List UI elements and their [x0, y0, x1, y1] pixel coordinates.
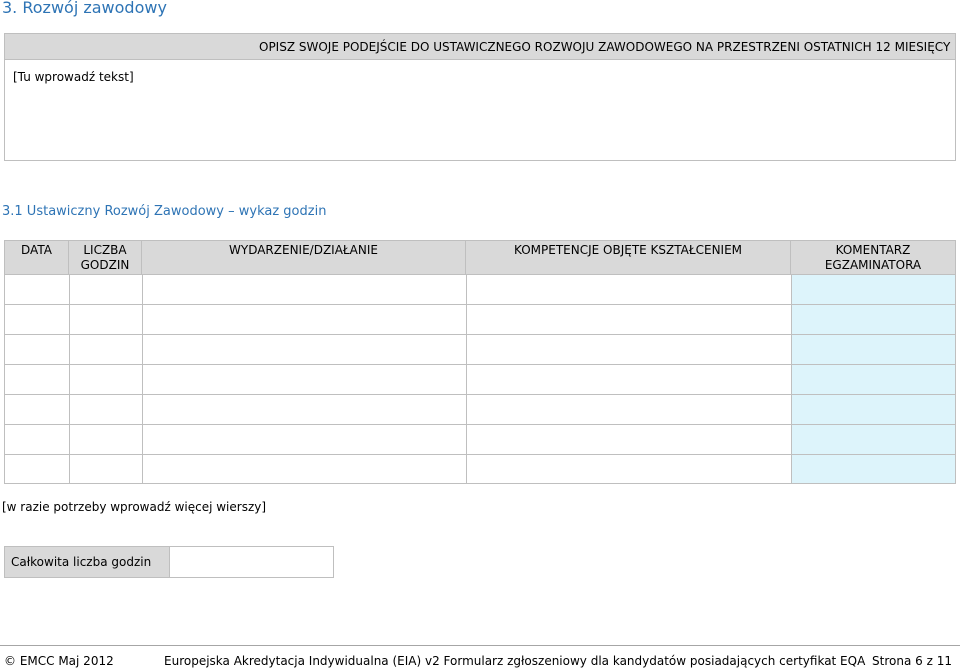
description-box[interactable] [4, 33, 956, 161]
column-divider [142, 274, 143, 483]
total-hours-label: Całkowita liczba godzin [5, 547, 170, 577]
hours-table [4, 240, 956, 484]
table-row[interactable] [5, 304, 955, 305]
column-header-comment: KOMENTARZ EGZAMINATORA [791, 241, 955, 274]
footer-divider [0, 645, 960, 646]
table-row[interactable] [5, 334, 955, 335]
table-row[interactable] [5, 364, 955, 365]
footer-document-title: Europejska Akredytacja Indywidualna (EIA) v2 Formularz zgłoszeniowy dla kandydatów posiadających certyfikat EQA [164, 654, 866, 668]
table-row[interactable] [5, 394, 955, 395]
table-row[interactable] [5, 454, 955, 455]
column-divider [791, 274, 792, 483]
column-divider [466, 274, 467, 483]
column-header-hours: LICZBA GODZIN [69, 241, 142, 274]
total-hours-field[interactable] [170, 547, 333, 577]
footer-copyright: © EMCC Maj 2012 [4, 654, 114, 668]
total-hours-box [4, 546, 334, 578]
column-header-date: DATA [5, 241, 69, 274]
description-header: OPISZ SWOJE PODEJŚCIE DO USTAWICZNEGO ROZWOJU ZAWODOWEGO NA PRZESTRZENI OSTATNICH 12 MIESIĘCY [5, 34, 955, 60]
column-header-competencies: KOMPETENCJE OBJĘTE KSZTAŁCENIEM [466, 241, 791, 274]
column-divider [69, 274, 70, 483]
more-rows-note: [w razie potrzeby wprowadź więcej wierszy] [2, 500, 267, 514]
section-title: 3. Rozwój zawodowy [2, 0, 167, 17]
description-placeholder[interactable]: [Tu wprowadź tekst] [13, 70, 134, 84]
subsection-title: 3.1 Ustawiczny Rozwój Zawodowy – wykaz godzin [2, 204, 327, 219]
examiner-comment-column[interactable] [791, 274, 955, 483]
table-row[interactable] [5, 424, 955, 425]
footer-page-number: Strona 6 z 11 [872, 654, 952, 668]
table-row[interactable] [5, 274, 955, 275]
column-header-event: WYDARZENIE/DZIAŁANIE [142, 241, 466, 274]
